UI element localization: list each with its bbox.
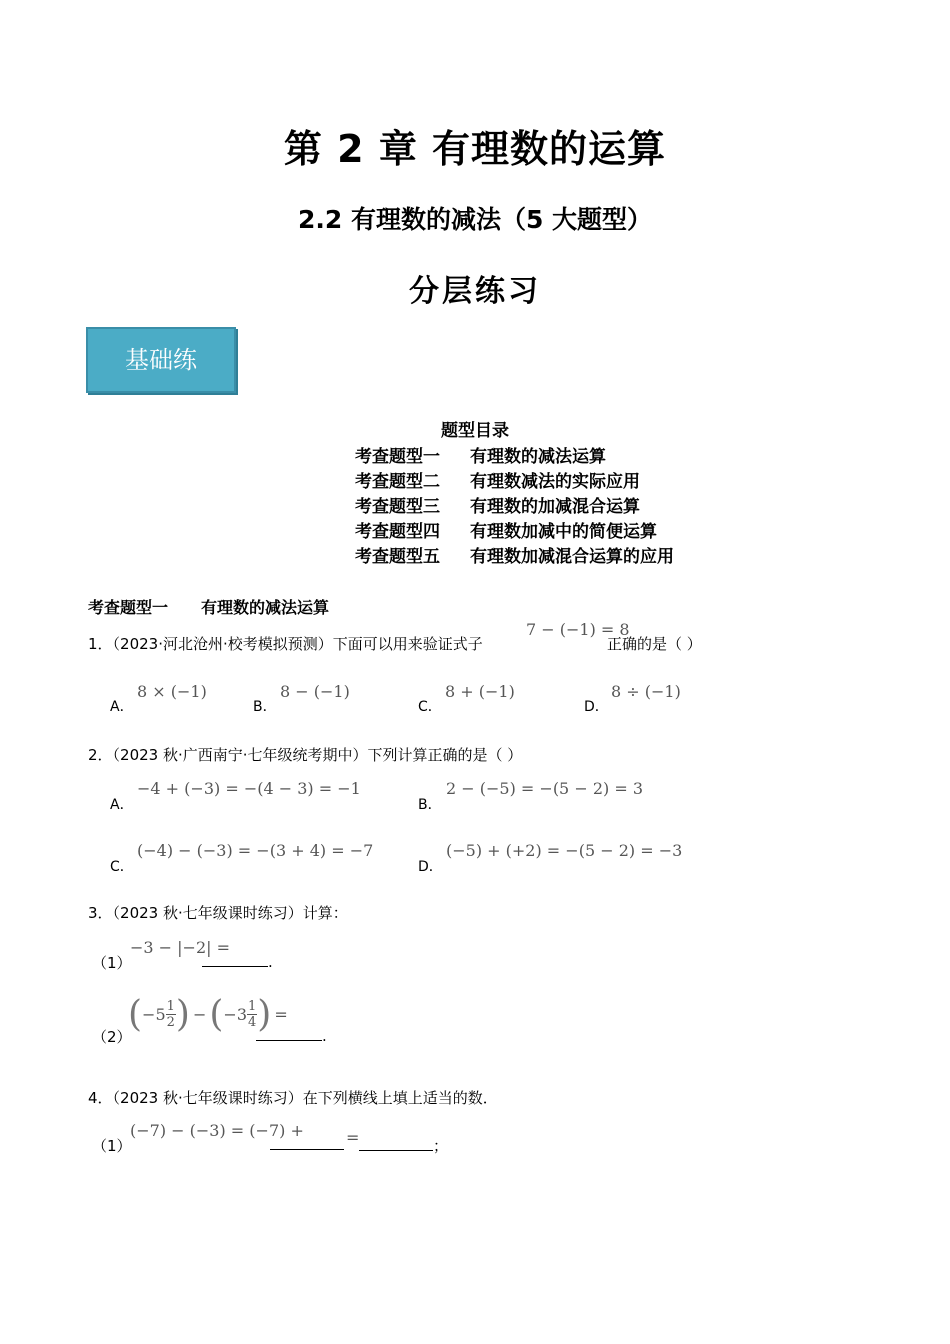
part-expression: −3 − |−2| = xyxy=(130,938,231,957)
period: . xyxy=(268,953,273,971)
part-label: （1） xyxy=(92,954,132,972)
toc-item-name: 有理数加减中的简便运算 xyxy=(470,522,657,542)
answer-line[interactable] xyxy=(202,952,273,971)
question-3-stem: 3．（2023 秋·七年级课时练习）计算： xyxy=(88,904,348,922)
part-label: （1） xyxy=(92,1137,132,1155)
equals-sign: = xyxy=(274,1005,288,1024)
option-label: A． xyxy=(110,797,134,813)
option-expression: 8 ÷ (−1) xyxy=(611,682,681,701)
section-heading-name: 有理数的减法运算 xyxy=(201,598,330,617)
option-label: D． xyxy=(584,699,609,715)
period: . xyxy=(322,1027,327,1045)
part-expression: (−7) − (−3) = (−7) + xyxy=(130,1121,304,1140)
toc-item-name: 有理数的减法运算 xyxy=(470,447,606,467)
question-1-expression: 7 − (−1) = 8 xyxy=(526,620,630,639)
question-1-stem-end: 正确的是（ ） xyxy=(607,635,702,653)
toc-item xyxy=(355,442,606,467)
option-expression: 2 − (−5) = −(5 − 2) = 3 xyxy=(446,779,643,798)
layer-title: 分层练习 xyxy=(409,274,541,309)
answer-blank[interactable] xyxy=(202,952,268,967)
toc-title: 题型目录 xyxy=(441,421,509,441)
answer-line[interactable] xyxy=(359,1135,448,1156)
option-label: C． xyxy=(418,699,442,715)
option-expression: (−4) − (−3) = −(3 + 4) = −7 xyxy=(137,841,374,860)
toc-item xyxy=(355,542,674,567)
toc-item-type: 考查题型三 xyxy=(355,497,440,517)
toc-item-type: 考查题型二 xyxy=(355,472,440,492)
semicolon: ； xyxy=(433,1137,449,1155)
toc-item xyxy=(355,467,640,492)
option-expression: 8 + (−1) xyxy=(445,682,515,701)
basic-practice-badge: 基础练 xyxy=(86,327,236,393)
option-expression: 8 − (−1) xyxy=(280,682,350,701)
toc-item-type: 考查题型五 xyxy=(355,547,440,567)
part-label: （2） xyxy=(92,1028,132,1046)
toc-item-name: 有理数加减混合运算的应用 xyxy=(470,547,674,567)
toc-item-name: 有理数的加减混合运算 xyxy=(470,497,640,517)
question-1-stem: 1．（2023·河北沧州·校考模拟预测）下面可以用来验证式子 xyxy=(88,635,483,653)
option-expression: −4 + (−3) = −(4 − 3) = −1 xyxy=(137,779,361,798)
section-heading-type: 考查题型一 xyxy=(88,598,169,617)
toc-item-type: 考查题型一 xyxy=(355,447,440,467)
toc-item-type: 考查题型四 xyxy=(355,522,440,542)
section-title: 2.2 有理数的减法（5 大题型） xyxy=(297,205,653,234)
mixed-number-whole: −3 xyxy=(223,1005,248,1024)
question-2-stem: 2．（2023 秋·广西南宁·七年级统考期中）下列计算正确的是（ ） xyxy=(88,746,523,764)
answer-blank[interactable] xyxy=(256,1026,322,1041)
option-label: D． xyxy=(418,859,443,875)
toc-item xyxy=(355,492,640,517)
fraction: $\frac{1}{2}$ xyxy=(166,999,175,1030)
option-expression: (−5) + (+2) = −(5 − 2) = −3 xyxy=(446,841,683,860)
answer-line[interactable] xyxy=(256,1026,327,1045)
question-4-stem: 4．（2023 秋·七年级课时练习）在下列横线上填上适当的数． xyxy=(88,1089,498,1107)
fraction: $\frac{1}{4}$ xyxy=(248,999,257,1030)
answer-blank[interactable] xyxy=(270,1135,344,1150)
section-heading xyxy=(88,595,329,618)
option-label: A． xyxy=(110,699,134,715)
option-label: B． xyxy=(418,797,442,813)
part-expression: ( −5 $\frac{1}{2}$ ) − ( −3 $\frac{1}{4}$ ) = xyxy=(128,994,288,1035)
equals-sign: = xyxy=(346,1128,360,1147)
answer-blank[interactable] xyxy=(359,1136,433,1151)
toc-item-name: 有理数减法的实际应用 xyxy=(470,472,640,492)
minus-sign: − xyxy=(192,1005,207,1024)
option-expression: 8 × (−1) xyxy=(137,682,207,701)
option-label: B． xyxy=(253,699,277,715)
option-label: C． xyxy=(110,859,134,875)
chapter-title: 第 2 章 有理数的运算 xyxy=(283,127,667,171)
mixed-number-whole: −5 xyxy=(142,1005,166,1024)
toc-item xyxy=(355,517,657,542)
answer-line[interactable] xyxy=(270,1135,344,1154)
